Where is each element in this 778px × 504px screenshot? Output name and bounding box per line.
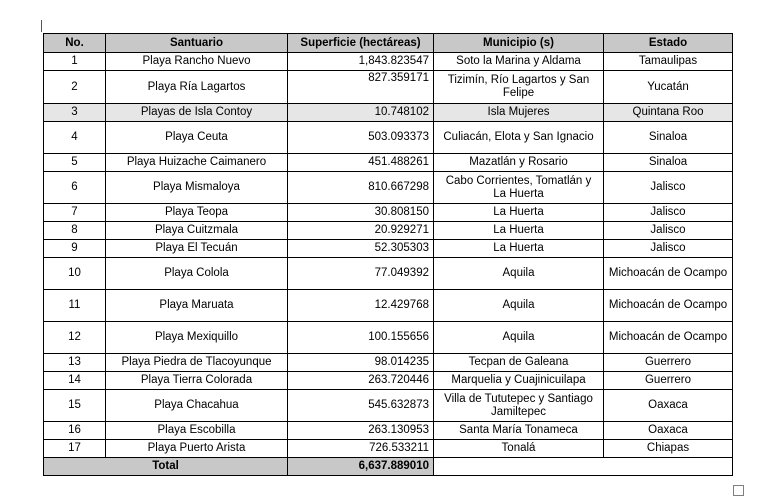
- cell-municipio: Isla Mujeres: [434, 104, 604, 122]
- cell-santuario: Playa Chacahua: [106, 390, 288, 422]
- cell-municipio: Aquila: [434, 322, 604, 354]
- cell-municipio: Mazatlán y Rosario: [434, 154, 604, 172]
- cell-estado: Chiapas: [604, 440, 733, 458]
- cell-santuario: Playa Ceuta: [106, 122, 288, 154]
- cell-superficie: 263.130953: [288, 422, 434, 440]
- cell-santuario: Playas de Isla Contoy: [106, 104, 288, 122]
- cell-no: 14: [44, 372, 106, 390]
- header-row: [44, 34, 733, 53]
- cell-no: 10: [44, 258, 106, 290]
- cell-estado: Yucatán: [604, 71, 733, 104]
- cell-no: 9: [44, 240, 106, 258]
- cell-superficie: 545.632873: [288, 390, 434, 422]
- cell-no: 6: [44, 172, 106, 204]
- table-row: [44, 53, 733, 71]
- cell-municipio: Marquelia y Cuajinicuilapa: [434, 372, 604, 390]
- header-santuario: Santuario: [106, 34, 288, 53]
- header-superficie: Superficie (hectáreas): [288, 34, 434, 53]
- cell-superficie: 451.488261: [288, 154, 434, 172]
- cell-estado: Quintana Roo: [604, 104, 733, 122]
- cell-municipio: Tizimín, Río Lagartos y San Felipe: [434, 71, 604, 104]
- cell-santuario: Playa Ría Lagartos: [106, 71, 288, 104]
- cell-estado: Jalisco: [604, 222, 733, 240]
- cell-municipio: Aquila: [434, 290, 604, 322]
- cell-estado: Oaxaca: [604, 390, 733, 422]
- text-cursor: [41, 20, 42, 32]
- table-row: [44, 258, 733, 290]
- cell-municipio: La Huerta: [434, 204, 604, 222]
- cell-santuario: Playa Mismaloya: [106, 172, 288, 204]
- cell-no: 13: [44, 354, 106, 372]
- table-row: [44, 204, 733, 222]
- cell-municipio: Tonalá: [434, 440, 604, 458]
- cell-no: 17: [44, 440, 106, 458]
- cell-santuario: Playa Escobilla: [106, 422, 288, 440]
- total-row: [44, 458, 733, 476]
- cell-no: 4: [44, 122, 106, 154]
- cell-superficie: 12.429768: [288, 290, 434, 322]
- cell-no: 3: [44, 104, 106, 122]
- table-row: [44, 240, 733, 258]
- cell-santuario: Playa Mexiquillo: [106, 322, 288, 354]
- cell-no: 12: [44, 322, 106, 354]
- table-row: [44, 71, 733, 104]
- cell-municipio: Soto la Marina y Aldama: [434, 53, 604, 71]
- cell-santuario: Playa Tierra Colorada: [106, 372, 288, 390]
- cell-no: 2: [44, 71, 106, 104]
- cell-superficie: 810.667298: [288, 172, 434, 204]
- cell-santuario: Playa El Tecuán: [106, 240, 288, 258]
- total-value: 6,637.889010: [288, 458, 434, 476]
- cell-municipio: Santa María Tonameca: [434, 422, 604, 440]
- cell-no: 16: [44, 422, 106, 440]
- cell-municipio: Culiacán, Elota y San Ignacio: [434, 122, 604, 154]
- cell-estado: Sinaloa: [604, 122, 733, 154]
- cell-no: 5: [44, 154, 106, 172]
- cell-municipio: La Huerta: [434, 222, 604, 240]
- cell-santuario: Playa Puerto Arista: [106, 440, 288, 458]
- cell-no: 1: [44, 53, 106, 71]
- header-estado: Estado: [604, 34, 733, 53]
- cell-santuario: Playa Huizache Caimanero: [106, 154, 288, 172]
- cell-estado: Sinaloa: [604, 154, 733, 172]
- cell-santuario: Playa Maruata: [106, 290, 288, 322]
- cell-santuario: Playa Rancho Nuevo: [106, 53, 288, 71]
- cell-municipio: Aquila: [434, 258, 604, 290]
- table-row: [44, 354, 733, 372]
- cell-no: 8: [44, 222, 106, 240]
- table-row: [44, 372, 733, 390]
- cell-estado: Jalisco: [604, 240, 733, 258]
- table-row: [44, 440, 733, 458]
- cell-municipio: Tecpan de Galeana: [434, 354, 604, 372]
- cell-no: 15: [44, 390, 106, 422]
- total-label: Total: [44, 458, 288, 476]
- cell-estado: Oaxaca: [604, 422, 733, 440]
- header-no: No.: [44, 34, 106, 53]
- table-row: [44, 154, 733, 172]
- cell-no: 7: [44, 204, 106, 222]
- table-row: [44, 290, 733, 322]
- cell-estado: Tamaulipas: [604, 53, 733, 71]
- cell-municipio: Villa de Tututepec y Santiago Jamiltepec: [434, 390, 604, 422]
- cell-estado: Michoacán de Ocampo: [604, 322, 733, 354]
- table-row: [44, 222, 733, 240]
- table-row: [44, 172, 733, 204]
- cell-estado: Michoacán de Ocampo: [604, 290, 733, 322]
- table-row: [44, 422, 733, 440]
- table-row: [44, 390, 733, 422]
- cell-superficie: 263.720446: [288, 372, 434, 390]
- table-row: [44, 122, 733, 154]
- sanctuaries-table: [43, 33, 733, 476]
- cell-estado: Jalisco: [604, 204, 733, 222]
- header-municipio: Municipio (s): [434, 34, 604, 53]
- cell-superficie: 20.929271: [288, 222, 434, 240]
- cell-superficie: 30.808150: [288, 204, 434, 222]
- cell-superficie: 100.155656: [288, 322, 434, 354]
- cell-no: 11: [44, 290, 106, 322]
- cell-superficie: 52.305303: [288, 240, 434, 258]
- cell-santuario: Playa Cuitzmala: [106, 222, 288, 240]
- cell-estado: Guerrero: [604, 372, 733, 390]
- cell-superficie: 726.533211: [288, 440, 434, 458]
- cell-santuario: Playa Piedra de Tlacoyunque: [106, 354, 288, 372]
- cell-santuario: Playa Colola: [106, 258, 288, 290]
- cell-estado: Jalisco: [604, 172, 733, 204]
- cell-municipio: La Huerta: [434, 240, 604, 258]
- cell-superficie: 503.093373: [288, 122, 434, 154]
- cell-superficie: 10.748102: [288, 104, 434, 122]
- cell-municipio: Cabo Corrientes, Tomatlán y La Huerta: [434, 172, 604, 204]
- table-row-selected: [44, 104, 733, 122]
- cell-superficie: 77.049392: [288, 258, 434, 290]
- cell-superficie: 1,843.823547: [288, 53, 434, 71]
- cell-santuario: Playa Teopa: [106, 204, 288, 222]
- table-resize-handle[interactable]: [733, 485, 744, 496]
- cell-estado: Guerrero: [604, 354, 733, 372]
- total-empty-cell: [434, 458, 733, 476]
- cell-superficie: 827.359171: [288, 71, 434, 104]
- table-row: [44, 322, 733, 354]
- cell-estado: Michoacán de Ocampo: [604, 258, 733, 290]
- cell-superficie: 98.014235: [288, 354, 434, 372]
